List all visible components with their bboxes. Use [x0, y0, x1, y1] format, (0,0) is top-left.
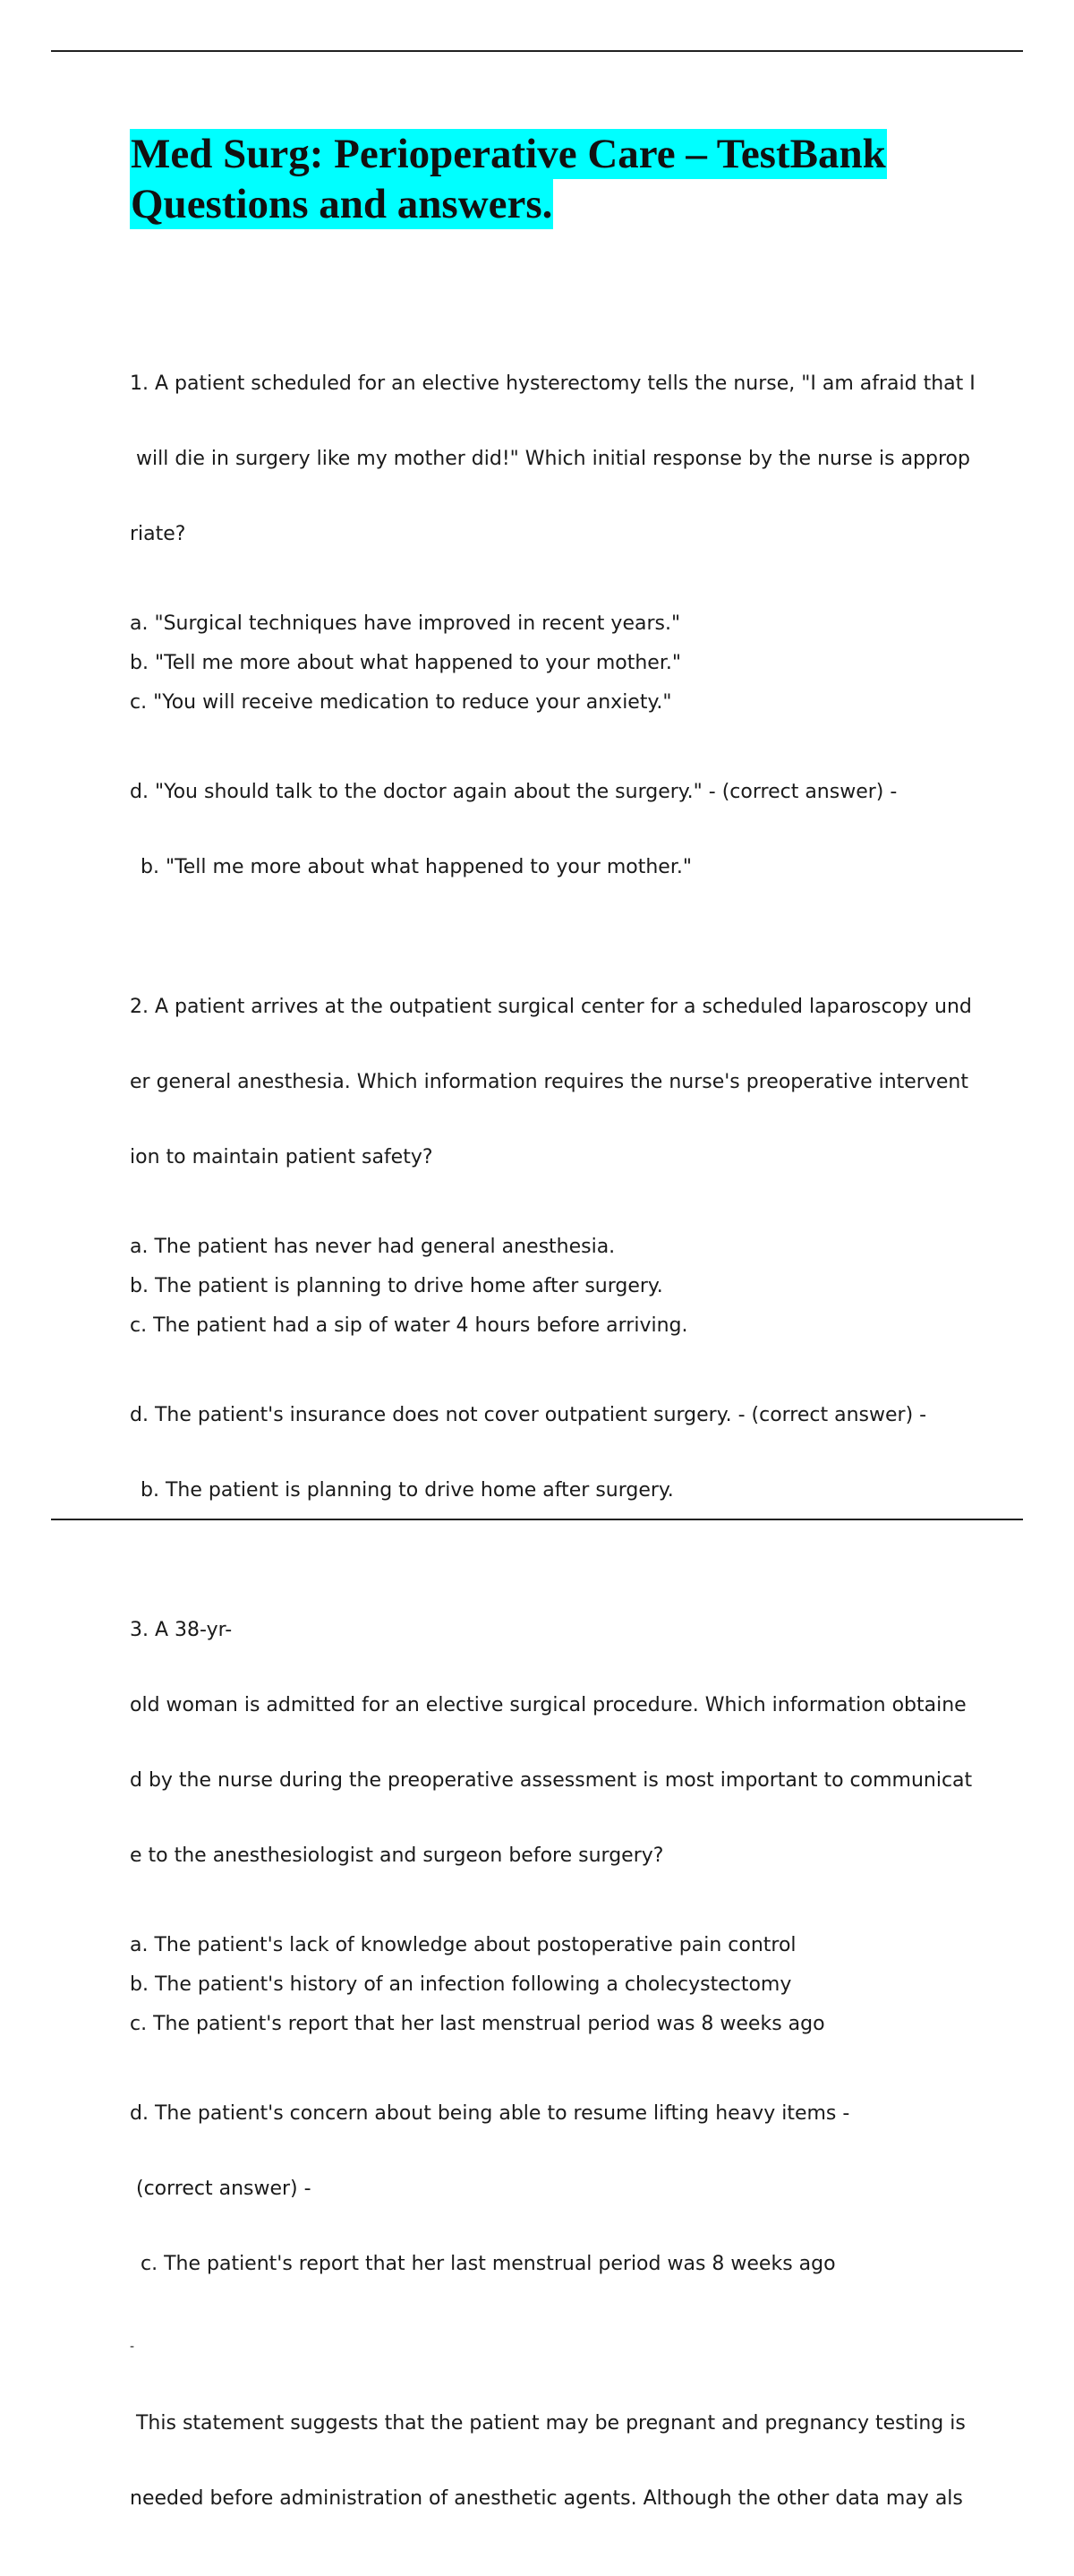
title-line-1: Med Surg: Perioperative Care – TestBank	[131, 131, 886, 177]
question-3-option-a: a. The patient's lack of knowledge about postoperative pain control	[130, 1934, 797, 1956]
question-1-option-a: a. "Surgical techniques have improved in recent years."	[130, 612, 681, 635]
question-2-line: 2. A patient arrives at the outpatient surgical center for a scheduled laparoscopy und	[130, 996, 972, 1018]
question-3-option-c: c. The patient's report that her last menstrual period was 8 weeks ago	[130, 2013, 825, 2035]
question-1-option-d	[130, 730, 984, 930]
question-3-answer: c. The patient's report that her last menstrual period was 8 weeks ago	[141, 2253, 836, 2275]
question-3-rationale: This statement suggests that the patient may be pregnant and pregnancy testing is	[130, 2412, 966, 2435]
question-3-line: d by the nurse during the preoperative assessment is most important to communicat	[130, 1769, 973, 1792]
question-3-line: 3. A 38-yr-	[130, 1619, 233, 1641]
bottom-rule	[51, 1519, 1023, 1520]
question-2-option-d-text: d. The patient's insurance does not cover outpatient surgery. - (correct answer) -	[130, 1404, 927, 1426]
question-3-option-d-text: d. The patient's concern about being able to resume lifting heavy items -	[130, 2102, 850, 2125]
question-1-line: riate?	[130, 523, 186, 545]
question-2-option-d	[130, 1353, 984, 1553]
question-3-rationale: needed before administration of anesthetic agents. Although the other data may als	[130, 2487, 963, 2510]
question-1-line: 1. A patient scheduled for an elective hysterectomy tells the nurse, "I am afraid that I	[130, 372, 976, 395]
question-1-option-c: c. "You will receive medication to reduce your anxiety."	[130, 691, 672, 714]
top-rule	[51, 50, 1023, 52]
question-3	[130, 1568, 984, 1919]
question-2-line: ion to maintain patient safety?	[130, 1146, 433, 1168]
question-3-line: old woman is admitted for an elective surgical procedure. Which information obtaine	[130, 1694, 967, 1716]
question-3-option-d	[130, 2051, 984, 2562]
document-title	[130, 129, 971, 229]
question-1	[130, 321, 984, 597]
document-body	[130, 321, 984, 2576]
question-2	[130, 945, 984, 1220]
title-line-2: Questions and answers.	[131, 181, 553, 227]
question-3-line: e to the anesthesiologist and surgeon before surgery?	[130, 1844, 664, 1867]
question-2-option-c: c. The patient had a sip of water 4 hours before arriving.	[130, 1314, 688, 1337]
question-2-option-b: b. The patient is planning to drive home after surgery.	[130, 1275, 663, 1297]
question-1-line: will die in surgery like my mother did!" Which initial response by the nurse is approp	[130, 448, 970, 470]
question-2-answer: b. The patient is planning to drive home after surgery.	[141, 1479, 674, 1502]
question-1-option-b: b. "Tell me more about what happened to your mother."	[130, 652, 681, 674]
question-3-option-d-text: (correct answer) -	[130, 2178, 311, 2200]
question-1-option-d-text: d. "You should talk to the doctor again about the surgery." - (correct answer) -	[130, 781, 898, 803]
question-2-line: er general anesthesia. Which information requires the nurse's preoperative intervent	[130, 1071, 968, 1093]
separator-dash: -	[130, 2340, 135, 2354]
question-3-option-b: b. The patient's history of an infection following a cholecystectomy	[130, 1973, 792, 1996]
question-1-answer: b. "Tell me more about what happened to your mother."	[141, 856, 692, 878]
question-2-option-a: a. The patient has never had general anesthesia.	[130, 1236, 616, 1258]
